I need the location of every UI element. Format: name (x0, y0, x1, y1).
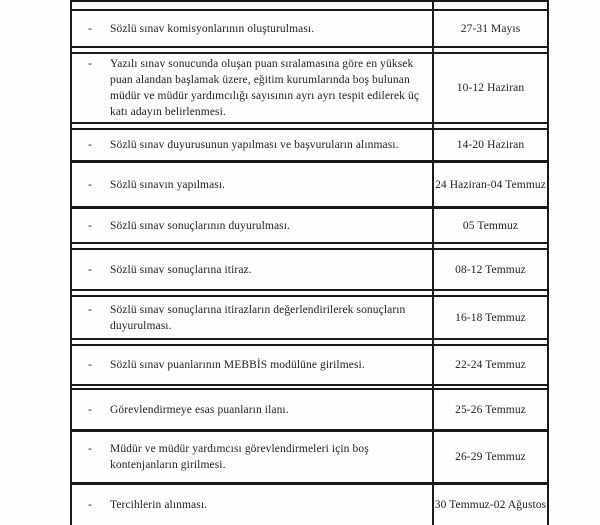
bullet-dash: - (88, 359, 92, 371)
table-row (72, 297, 547, 338)
schedule-table (70, 0, 549, 525)
date-text: 10-12 Haziran (456, 82, 525, 94)
task-cell (72, 297, 434, 338)
column-divider (432, 0, 434, 525)
task-cell (72, 432, 434, 482)
task-text: Sözlü sınavın yapılması. (110, 178, 226, 191)
task-cell (72, 250, 434, 289)
bullet-dash: - (88, 499, 92, 511)
date-cell (434, 432, 547, 482)
table-row (72, 130, 547, 160)
date-text: 22-24 Temmuz (455, 359, 526, 371)
task-text: Görevlendirmeye esas puanların ilanı. (110, 403, 289, 416)
table-row (72, 54, 547, 122)
table-row (72, 11, 547, 46)
task-text: Tercihlerin alınması. (110, 499, 208, 511)
bullet-dash: - (88, 403, 92, 416)
task-cell (72, 163, 434, 206)
task-text: Sözlü sınav sonuçlarına itiraz. (110, 263, 252, 276)
table-row (72, 209, 547, 242)
table-row (72, 163, 547, 206)
row-separator (72, 46, 547, 54)
task-text: Sözlü sınav puanlarının MEBBİS modülüne girilmesi. (110, 359, 365, 371)
task-cell (72, 209, 434, 242)
row-separator (72, 242, 547, 250)
table-row (72, 432, 547, 482)
date-cell (434, 390, 547, 429)
date-cell (434, 209, 547, 242)
date-text: 25-26 Temmuz (455, 403, 526, 416)
task-cell (72, 54, 434, 122)
task-text: Sözlü sınav duyurusunun yapılması ve başvuruların alınması. (110, 139, 399, 151)
task-text: Müdür ve müdür yardımcısı görevlendirmeleri için boş kontenjanların girilmesi. (110, 443, 369, 471)
row-separator (72, 122, 547, 130)
task-cell (72, 346, 434, 384)
bullet-dash: - (88, 139, 92, 151)
bullet-dash: - (88, 443, 92, 455)
bullet-dash: - (88, 263, 92, 276)
bullet-dash: - (88, 178, 92, 191)
date-cell (434, 250, 547, 289)
table-row (72, 250, 547, 289)
task-cell (72, 485, 434, 525)
bullet-dash: - (88, 22, 92, 35)
task-cell (72, 130, 434, 160)
row-separator (72, 338, 547, 346)
date-text: 05 Temmuz (462, 219, 519, 232)
date-text: 30 Temmuz-02 Ağustos (434, 499, 547, 511)
task-text: Sözlü sınav sonuçlarına itirazların değerlendirilerek sonuçların duyurulması. (110, 303, 406, 332)
row-separator (72, 289, 547, 297)
date-text: 08-12 Temmuz (455, 263, 526, 276)
date-text: 16-18 Temmuz (455, 311, 526, 324)
date-cell (434, 54, 547, 122)
task-text: Sözlü sınav sonuçlarının duyurulması. (110, 219, 291, 232)
date-cell (434, 163, 547, 206)
date-text: 24 Haziran-04 Temmuz (435, 178, 546, 191)
table-row (72, 346, 547, 384)
date-cell (434, 11, 547, 46)
cutoff-row-stub (72, 2, 547, 9)
date-text: 14-20 Haziran (456, 139, 525, 151)
date-cell (434, 485, 547, 525)
task-text: Sözlü sınav komisyonlarının oluşturulması. (110, 22, 315, 35)
bullet-dash: - (88, 303, 92, 316)
task-cell (72, 11, 434, 46)
task-text: Yazılı sınav sonucunda oluşan puan sıralamasına göre en yüksek puan alandan başlamak üzere, eğitim kurumlarında boş bulunan müdür ve müdür yardımcılığı sayısının ayrı ayrı tespit edilerek üç katı adayın belirlenmesi. (110, 58, 420, 118)
date-text: 26-29 Temmuz (455, 451, 526, 463)
date-cell (434, 346, 547, 384)
bullet-dash: - (88, 219, 92, 232)
task-cell (72, 390, 434, 429)
table-row (72, 390, 547, 429)
bullet-dash: - (88, 58, 92, 70)
date-text: 27-31 Mayıs (460, 22, 521, 35)
table-row (72, 485, 547, 525)
date-cell (434, 297, 547, 338)
date-cell (434, 130, 547, 160)
